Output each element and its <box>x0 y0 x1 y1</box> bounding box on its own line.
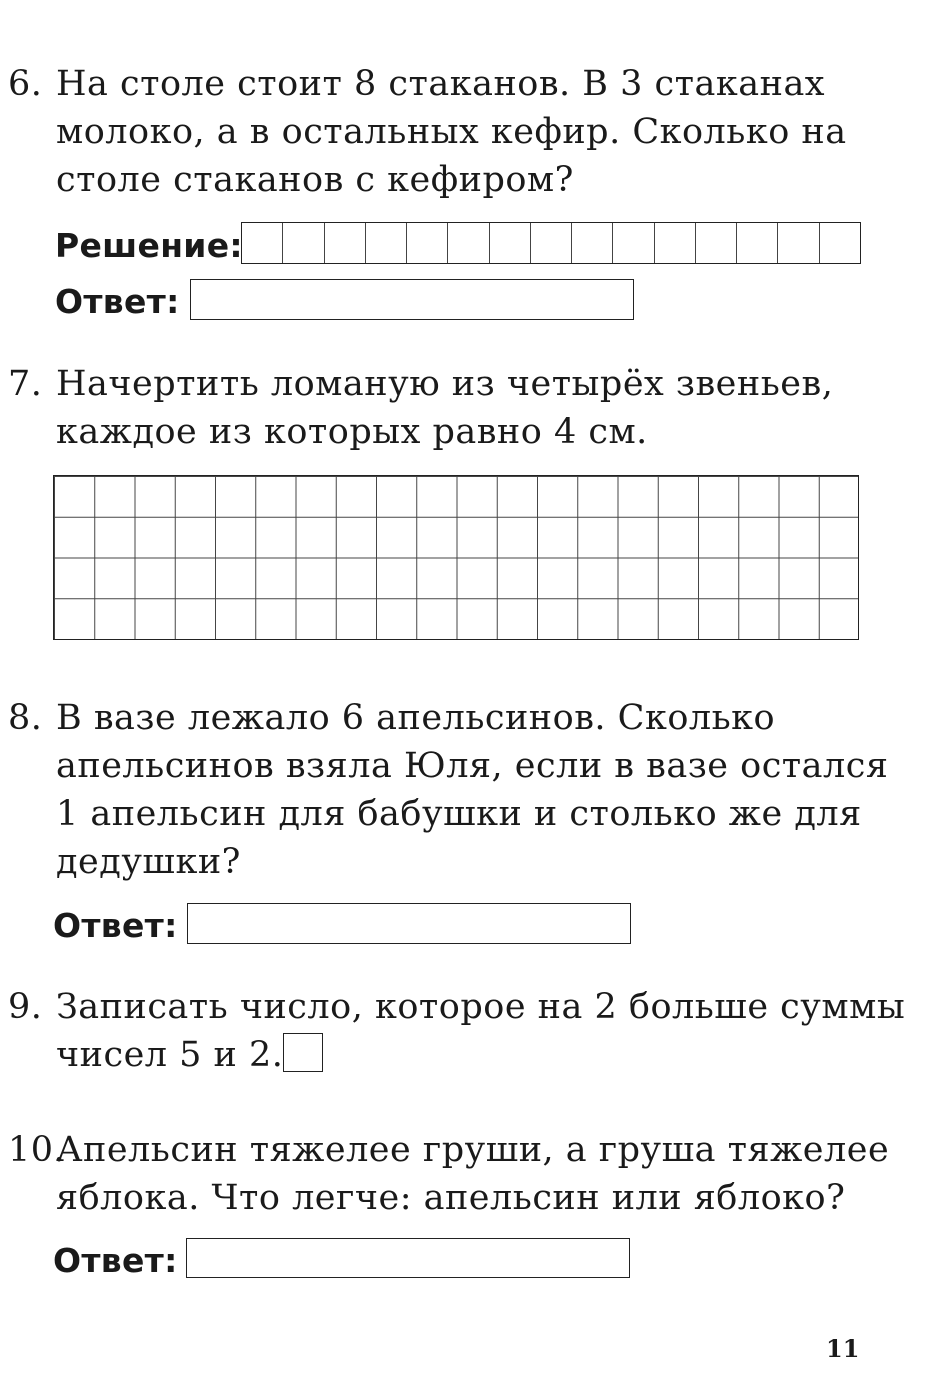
task-9-line-1: Записать число, которое на 2 больше суммы <box>56 987 906 1027</box>
solution-cell[interactable] <box>613 223 654 263</box>
solution-cell[interactable] <box>366 223 407 263</box>
task-10-text <box>56 1126 890 1222</box>
solution-cell[interactable] <box>531 223 572 263</box>
task-9-number: 9. <box>8 987 43 1027</box>
task-8-line-4: дедушки? <box>56 842 241 882</box>
task-8-answer-label: Ответ: <box>53 906 178 945</box>
solution-cell[interactable] <box>407 223 448 263</box>
solution-cell[interactable] <box>737 223 778 263</box>
solution-cell[interactable] <box>778 223 819 263</box>
task-6-text <box>56 60 871 204</box>
task-7-text <box>56 360 871 456</box>
solution-cell[interactable] <box>655 223 696 263</box>
task-6-solution-label: Решение: <box>55 226 243 265</box>
solution-cell[interactable] <box>696 223 737 263</box>
task-10-line-1: Апельсин тяжелее груши, а груша тяжелее <box>56 1130 890 1170</box>
task-9-line-2: чисел 5 и 2. <box>56 1035 284 1075</box>
task-10-answer-label: Ответ: <box>53 1241 178 1280</box>
task-6-answer-box[interactable] <box>190 279 634 320</box>
solution-cell[interactable] <box>325 223 366 263</box>
task-6-number: 6. <box>8 64 43 104</box>
task-7-number: 7. <box>8 364 43 404</box>
task-7-line-2: каждое из которых равно 4 см. <box>56 412 648 452</box>
solution-cell[interactable] <box>242 223 283 263</box>
solution-cell[interactable] <box>572 223 613 263</box>
task-7-line-1: Начертить ломаную из четырёх звеньев, <box>56 364 834 404</box>
solution-cell[interactable] <box>448 223 489 263</box>
task-10-answer-box[interactable] <box>186 1238 630 1278</box>
task-6-line-3: столе стаканов с кефиром? <box>56 160 574 200</box>
task-6-line-2: молоко, а в остальных кефир. Сколько на <box>56 112 847 152</box>
task-10-line-2: яблока. Что легче: апельсин или яблоко? <box>56 1178 846 1218</box>
task-8-line-1: В вазе лежало 6 апельсинов. Сколько <box>56 698 776 738</box>
task-8-text <box>56 694 889 886</box>
task-9-answer-box[interactable] <box>283 1033 323 1072</box>
task-8-line-2: апельсинов взяла Юля, если в вазе остался <box>56 746 889 786</box>
task-6-solution-cells[interactable] <box>241 222 861 264</box>
task-8-line-3: 1 апельсин для бабушки и столько же для <box>56 794 862 834</box>
page-number: 11 <box>826 1334 860 1363</box>
solution-cell[interactable] <box>283 223 324 263</box>
task-7-drawing-grid[interactable] <box>53 475 859 640</box>
solution-cell[interactable] <box>490 223 531 263</box>
task-9-text <box>56 983 906 1079</box>
task-8-number: 8. <box>8 698 43 738</box>
task-6-answer-label: Ответ: <box>55 282 180 321</box>
task-8-answer-box[interactable] <box>187 903 631 944</box>
task-6-line-1: На столе стоит 8 стаканов. В 3 стаканах <box>56 64 826 104</box>
solution-cell[interactable] <box>820 223 860 263</box>
task-10-number: 10. <box>8 1130 66 1170</box>
